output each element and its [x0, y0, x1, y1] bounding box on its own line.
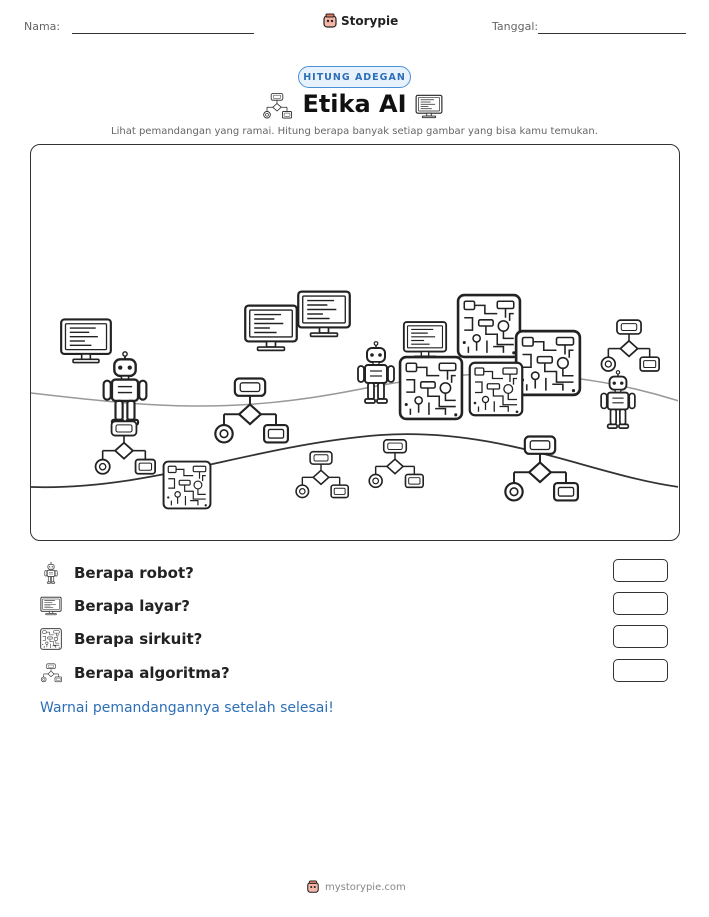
screen-icon	[415, 94, 443, 119]
algorithm-icon	[296, 452, 348, 498]
circuit-icon	[470, 363, 523, 416]
storypie-mascot-icon	[306, 880, 320, 894]
circuit-icon	[458, 295, 520, 357]
date-label: Tanggal:	[492, 20, 539, 33]
circuit-icon	[164, 462, 211, 509]
instruction-text: Lihat pemandangan yang ramai. Hitung berapa banyak setiap gambar yang bisa kamu temukan.	[111, 126, 598, 137]
storypie-mascot-icon	[322, 13, 338, 29]
circuit-icon	[400, 357, 462, 419]
front-hill-line	[31, 434, 678, 487]
screen-icon	[40, 595, 62, 617]
brand-name: Storypie	[341, 14, 399, 28]
question-text: Berapa algoritma?	[74, 664, 230, 682]
site-url: mystorypie.com	[325, 881, 406, 893]
answer-box-screen[interactable]	[613, 592, 668, 615]
answer-box-robot[interactable]	[613, 559, 668, 582]
algorithm-icon	[369, 440, 423, 488]
coloring-note: Warnai pemandangannya setelah selesai!	[40, 700, 334, 716]
question-text: Berapa layar?	[74, 597, 191, 615]
answer-box-algorithm[interactable]	[613, 659, 668, 682]
name-label: Nama:	[24, 20, 61, 33]
screen-icon	[404, 322, 446, 359]
scene-illustration	[31, 145, 678, 539]
name-line[interactable]	[72, 33, 254, 34]
screen-icon	[61, 319, 111, 362]
robot-icon	[40, 562, 62, 584]
site-footer	[306, 880, 406, 894]
answer-box-circuit[interactable]	[613, 625, 668, 648]
circuit-icon	[40, 628, 62, 650]
algorithm-icon	[215, 379, 288, 443]
page-title: Etika AI	[302, 90, 407, 118]
algorithm-icon	[505, 437, 578, 501]
question-circuit	[40, 626, 202, 652]
counting-scene	[30, 144, 680, 541]
algorithm-icon	[40, 662, 62, 684]
storypie-logo	[322, 13, 398, 29]
date-line[interactable]	[538, 33, 686, 34]
question-algorithm	[40, 660, 230, 686]
algorithm-icon	[601, 320, 659, 371]
screen-icon	[245, 306, 297, 351]
question-text: Berapa robot?	[74, 564, 194, 582]
question-text: Berapa sirkuit?	[74, 630, 203, 648]
robot-icon	[358, 342, 394, 403]
activity-badge: HITUNG ADEGAN	[298, 66, 411, 88]
screen-icon	[298, 292, 350, 337]
robot-icon	[104, 352, 147, 425]
robot-icon	[601, 371, 635, 428]
question-screen	[40, 593, 190, 619]
algorithm-icon	[96, 421, 156, 473]
question-robot	[40, 560, 194, 586]
circuit-icon	[516, 331, 580, 395]
